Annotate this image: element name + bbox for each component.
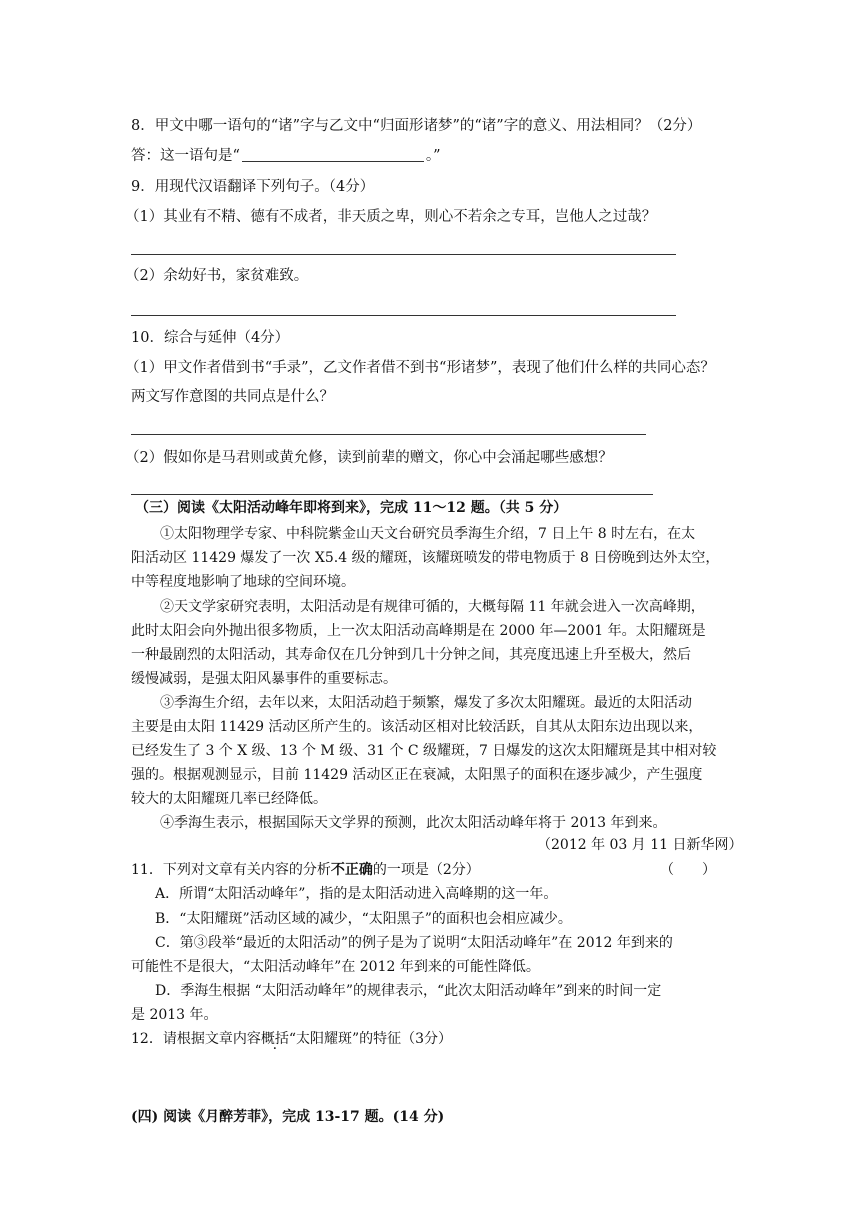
s3-p3-l3: 已经发生了 3 个 X 级、13 个 M 级、31 个 C 级耀斑，7 日爆发的这次太阳耀斑是其中相对较 xyxy=(131,743,717,759)
q8-answer-blank[interactable] xyxy=(242,147,424,162)
q9-sentence-2: （2）余幼好书，家贫难致。 xyxy=(125,268,309,284)
s3-p4-l1: ④季海生表示，根据国际天文学界的预测，此次太阳活动峰年将于 2013 年到来。 xyxy=(160,815,667,831)
q12-post: “太阳耀斑”的特征（3分） xyxy=(288,1031,453,1047)
q8-answer-line xyxy=(131,146,441,166)
q11-option-d-l1: D．季海生根据 “太阳活动峰年”的规律表示，“此次太阳活动峰年”到来的时间一定 xyxy=(155,983,662,999)
s3-p2-l1: ②天文学家研究表明，太阳活动是有规律可循的，大概每隔 11 年就会进入一次高峰期， xyxy=(160,599,705,615)
q8-answer-prefix: 答：这一语句是“ xyxy=(131,148,240,164)
q10-sub1-line2: 两文写作意图的共同点是什么？ xyxy=(131,389,334,405)
q11-option-a: A．所谓“太阳活动峰年”，指的是太阳活动进入高峰期的这一年。 xyxy=(155,886,558,902)
s3-p2-l2: 此时太阳会向外抛出很多物质，上一次太阳活动高峰期是在 2000 年—2001 年。太阳耀斑是 xyxy=(131,623,706,639)
s3-source: （2012 年 03 月 11 日新华网） xyxy=(537,837,743,853)
s3-p3-l1: ③季海生介绍，去年以来，太阳活动趋于频繁，爆发了多次太阳耀斑。最近的太阳活动 xyxy=(160,695,692,711)
q11-option-c-l2: 可能性不是很大，“太阳活动峰年”在 2012 年到来的可能性降低。 xyxy=(131,959,540,975)
q10-sub1-line1: （1）甲文作者借到书“手录”，乙文作者借不到书“形诸梦”，表现了他们什么样的共同心态？ xyxy=(125,360,715,376)
q9-answer-line-2[interactable] xyxy=(131,315,676,316)
q11-option-b: B．“太阳耀斑”活动区域的减少，“太阳黑子”的面积也会相应减少。 xyxy=(155,911,572,927)
q10-sub2: （2）假如你是马君则或黄允修，读到前辈的赠文，你心中会涌起哪些感想？ xyxy=(125,450,613,466)
q11-stem-bold: 不正确 xyxy=(330,862,373,878)
s3-p3-l2: 主要是由太阳 11429 活动区所产生的。该活动区相对比较活跃，自其从太阳东边出现以来， xyxy=(131,719,703,735)
q10-answer-line-2[interactable] xyxy=(131,494,653,495)
q11-stem-pre: 11．下列对文章有关内容的分析 xyxy=(131,862,331,878)
s3-p3-l4: 强的。根据观测显示，目前 11429 活动区正在衰减，太阳黑子的面积在逐步减少，产生强度 xyxy=(131,767,703,783)
q11-stem xyxy=(131,860,480,880)
q12-pre: 12．请根据文章内容 xyxy=(131,1031,261,1047)
s3-p1-l3: 中等程度地影响了地球的空间环境。 xyxy=(131,574,355,590)
s3-p2-l4: 缓慢减弱，是强太阳风暴事件的重要标志。 xyxy=(131,671,397,687)
q9-sentence-1: （1）其业有不精、德有不成者，非天质之卑，则心不若余之专耳，岂他人之过哉？ xyxy=(125,209,657,225)
q11-answer-paren[interactable]: （ ） xyxy=(660,862,716,878)
section3-heading: （三）阅读《太阳活动峰年即将到来》，完成 11～12 题。（共 5 分） xyxy=(135,500,568,516)
q12-dotted-emphasis: 概括 xyxy=(260,1031,289,1047)
s3-p3-l5: 较大的太阳耀斑几率已经降低。 xyxy=(131,791,327,807)
q8-answer-suffix: 。” xyxy=(425,148,441,164)
s3-p2-l3: 一种最剧烈的太阳活动，其寿命仅在几分钟到几十分钟之间，其亮度迅速上升至极大，然后 xyxy=(131,647,691,663)
q10-answer-line-1[interactable] xyxy=(131,434,646,435)
section4-heading: (四) 阅读《月醉芳菲》，完成 13-17 题。(14 分) xyxy=(131,1109,445,1125)
q11-option-c-l1: C．第③段举“最近的太阳活动”的例子是为了说明“太阳活动峰年”在 2012 年到来的 xyxy=(155,935,673,951)
q11-stem-post: 的一项是（2分） xyxy=(372,862,480,878)
s3-p1-l2: 阳活动区 11429 爆发了一次 X5.4 级的耀斑，该耀斑喷发的带电物质于 8 日傍晚到达外太空， xyxy=(131,550,720,566)
q8-question: 8．甲文中哪一语句的“诸”字与乙文中“归面形诸梦”的“诸”字的意义、用法相同？（2分） xyxy=(131,118,702,134)
s3-p1-l1: ①太阳物理学专家、中科院紫金山天文台研究员季海生介绍，7 日上午 8 时左右，在太 xyxy=(160,526,696,542)
q9-question: 9．用现代汉语翻译下列句子。（4分） xyxy=(131,179,375,195)
q11-option-d-l2: 是 2013 年。 xyxy=(131,1007,218,1023)
q9-answer-line-1[interactable] xyxy=(131,254,676,255)
q12-question xyxy=(131,1029,452,1049)
q10-title: 10．综合与延伸（4分） xyxy=(131,330,290,346)
